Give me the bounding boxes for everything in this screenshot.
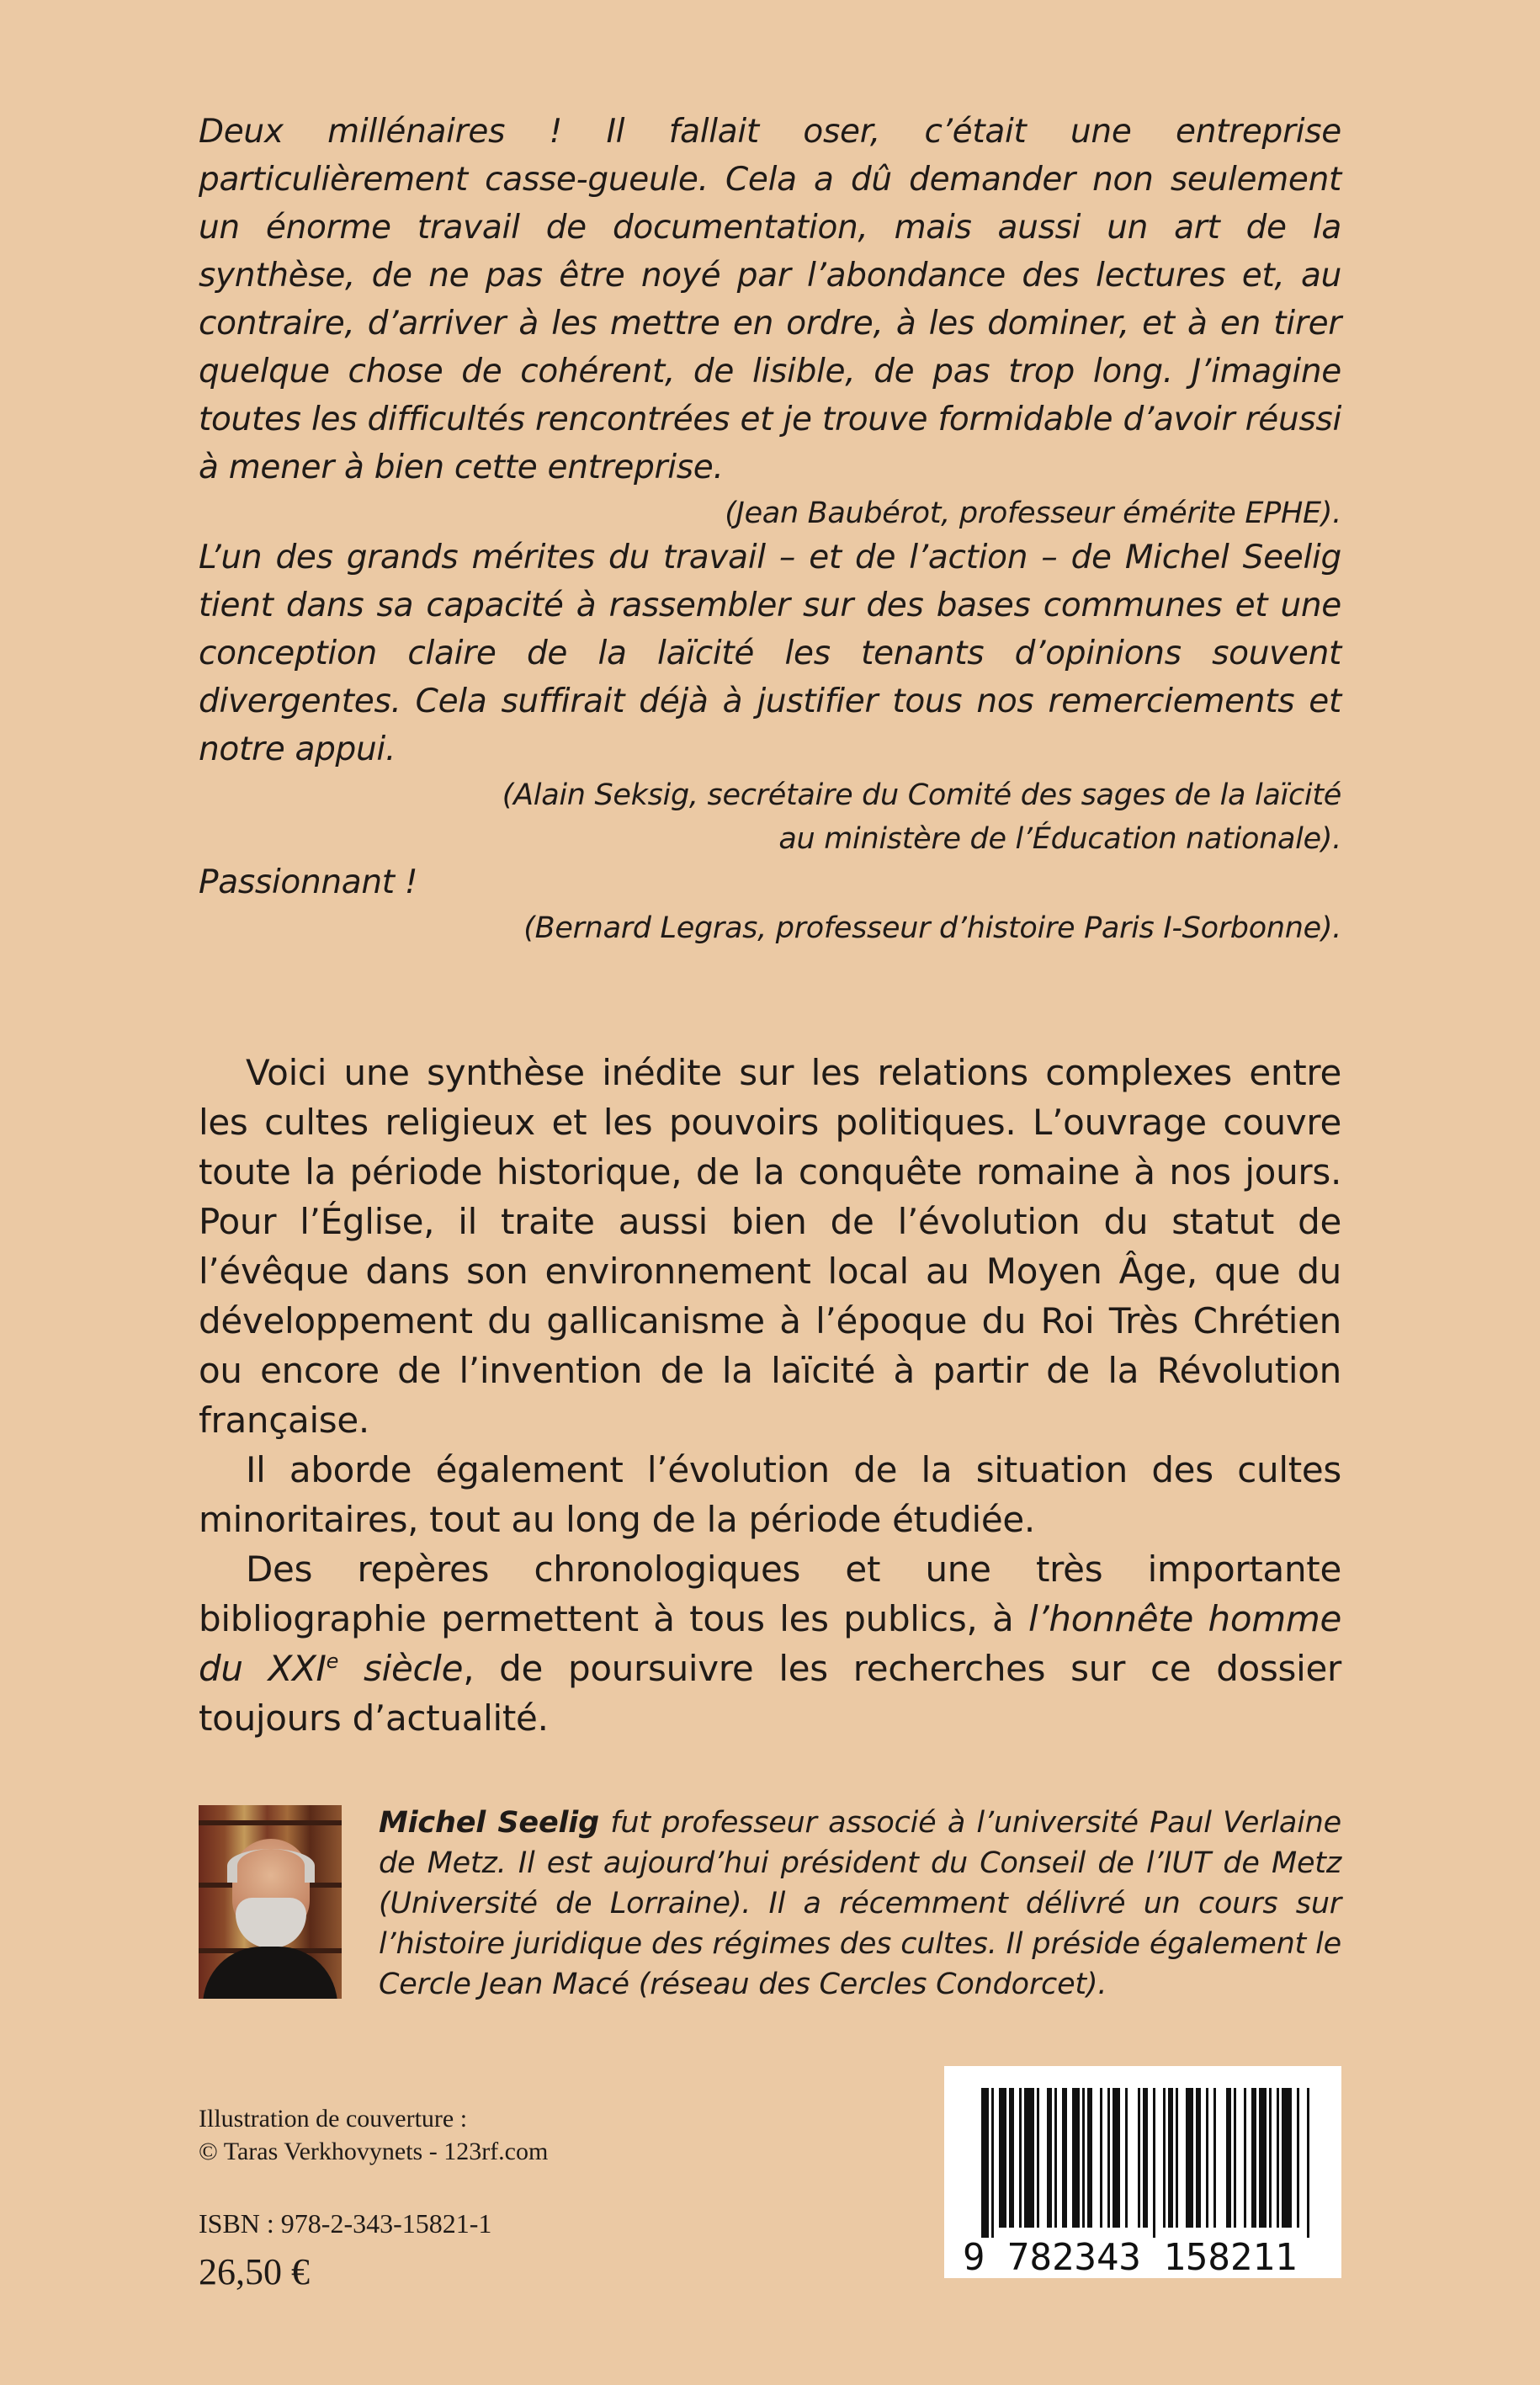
barcode-bar [1082,2088,1085,2228]
barcode-bar [1019,2088,1022,2228]
barcode-bar [1196,2088,1201,2228]
barcode-bar [1244,2088,1246,2228]
barcode-bar [1282,2088,1292,2228]
barcode-bar [1297,2088,1299,2228]
barcode-bar [1024,2088,1034,2228]
quote-author: (Jean Baubérot, professeur émérite EPHE). [725,497,1341,530]
barcode-bar [1269,2088,1272,2228]
barcode-bar [1176,2088,1178,2228]
isbn: ISBN : 978-2-343-15821-1 [199,2208,492,2239]
barcode-bar [1259,2088,1267,2228]
barcode-bar [1226,2088,1231,2228]
quote-text: Passionnant ! [199,863,418,901]
barcode-bar [981,2088,989,2238]
quote-author-line2: au ministère de l’Éducation nationale). [778,822,1341,856]
barcode-image [959,2066,1326,2278]
author-name: Michel Seelig [379,1806,599,1840]
barcode-bar [1113,2088,1120,2228]
description-text: Des repères chronologiques et une très importante bibliographie permettent à tous les publics, à [199,1548,1341,1639]
author-photo [199,1805,342,1999]
cover-credit-source: © Taras Verkhovynets - 123rf.com [199,2138,549,2165]
description-paragraph [199,1544,1341,1743]
quote-author-line1: (Alain Seksig, secrétaire du Comité des sages de la laïcité [502,778,1341,812]
barcode-bar [1163,2088,1166,2228]
author-bio-text: fut professeur associé à l’université Paul Verlaine de Metz. Il est aujourd’hui président du Conseil de l’IUT de Metz (Université de Lorraine). Il a récemment délivré un cours sur l’histoire juridique des régimes des cultes. Il préside également le Cercle Jean Macé (réseau des Cercles Condorcet). [379,1806,1341,2001]
barcode-bar [1062,2088,1067,2228]
description-paragraph: Il aborde également l’évolution de la situation des cultes minoritaires, tout au long de la période étudiée. [199,1449,1341,1540]
barcode-bar [1107,2088,1110,2228]
barcode [944,2066,1341,2278]
barcode-bar [1037,2088,1039,2228]
barcode-bar [1186,2088,1193,2228]
barcode-bar [1168,2088,1173,2228]
barcode-bar [1307,2088,1309,2238]
description-text: , de poursuivre les recherches sur ce dossier toujours d’actualité. [199,1648,1341,1739]
century-superscript: e [326,1649,339,1673]
barcode-bar [1100,2088,1102,2228]
barcode-bar [999,2088,1006,2228]
description-paragraph: Voici une synthèse inédite sur les relations complexes entre les cultes religieux et les pouvoirs politiques. L’ouvrage couvre toute la période historique, de la conquête romaine à nos jours. Pour l’Église, il traite aussi bien de l’évolution du statut de l’évêque dans son environnement local au Moyen Âge, que du développement du gallicanisme à l’époque du Roi Très Chrétien ou encore de l’invention de la laïcité à partir de la Révolution française. [199,1052,1341,1441]
barcode-bar [1047,2088,1052,2228]
quote-text: L’un des grands mérites du travail – et de l’action – de Michel Seelig tient dans sa capacité à rassembler sur des bases communes et une conception claire de la laïcité les tenants d’opinions souvent divergentes. Cela suffirait déjà à justifier tous nos remerciements et notre appui. [199,539,1341,768]
description-italic: siècle [338,1648,464,1689]
barcode-bar [1277,2088,1279,2228]
barcode-bar [1009,2088,1014,2228]
barcode-bar [991,2088,994,2238]
quote-legras [199,858,1341,950]
barcode-bar [1251,2088,1256,2228]
barcode-bar [1213,2088,1216,2228]
barcode-bar [1087,2088,1092,2228]
cover-credit-label: Illustration de couverture : [199,2105,468,2133]
quote-bauberot [199,108,1341,535]
book-description [199,1048,1341,1743]
price: 26,50 € [199,2251,310,2292]
quote-text: Deux millénaires ! Il fallait oser, c’était une entreprise particulièrement casse-gueule. Cela a dû demander non seulement un énorme travail de documentation, mais aussi un art de la synthèse, de ne pas être noyé par l’abondance des lectures et, au contraire, d’arriver à les mettre en ordre, à les dominer, et à en tirer quelque chose de cohérent, de lisible, de pas trop long. J’imagine toutes les difficultés rencontrées et je trouve formidable d’avoir réussi à mener à bien cette entreprise. [199,113,1341,486]
barcode-bar [1125,2088,1128,2228]
barcode-digits: 9 782343 158211 [963,2236,1298,2278]
author-bio [379,1803,1341,2005]
quote-seksig [199,534,1341,861]
barcode-bar [1054,2088,1057,2228]
quote-author: (Bernard Legras, professeur d’histoire Paris I-Sorbonne). [523,911,1341,945]
barcode-bar [1143,2088,1148,2228]
barcode-bar [1206,2088,1208,2228]
barcode-bar [1234,2088,1236,2228]
barcode-bar [1153,2088,1155,2238]
barcode-bar [1138,2088,1140,2228]
description-italic: l’honnête homme du XXI [199,1598,1342,1689]
barcode-bar [1072,2088,1080,2228]
